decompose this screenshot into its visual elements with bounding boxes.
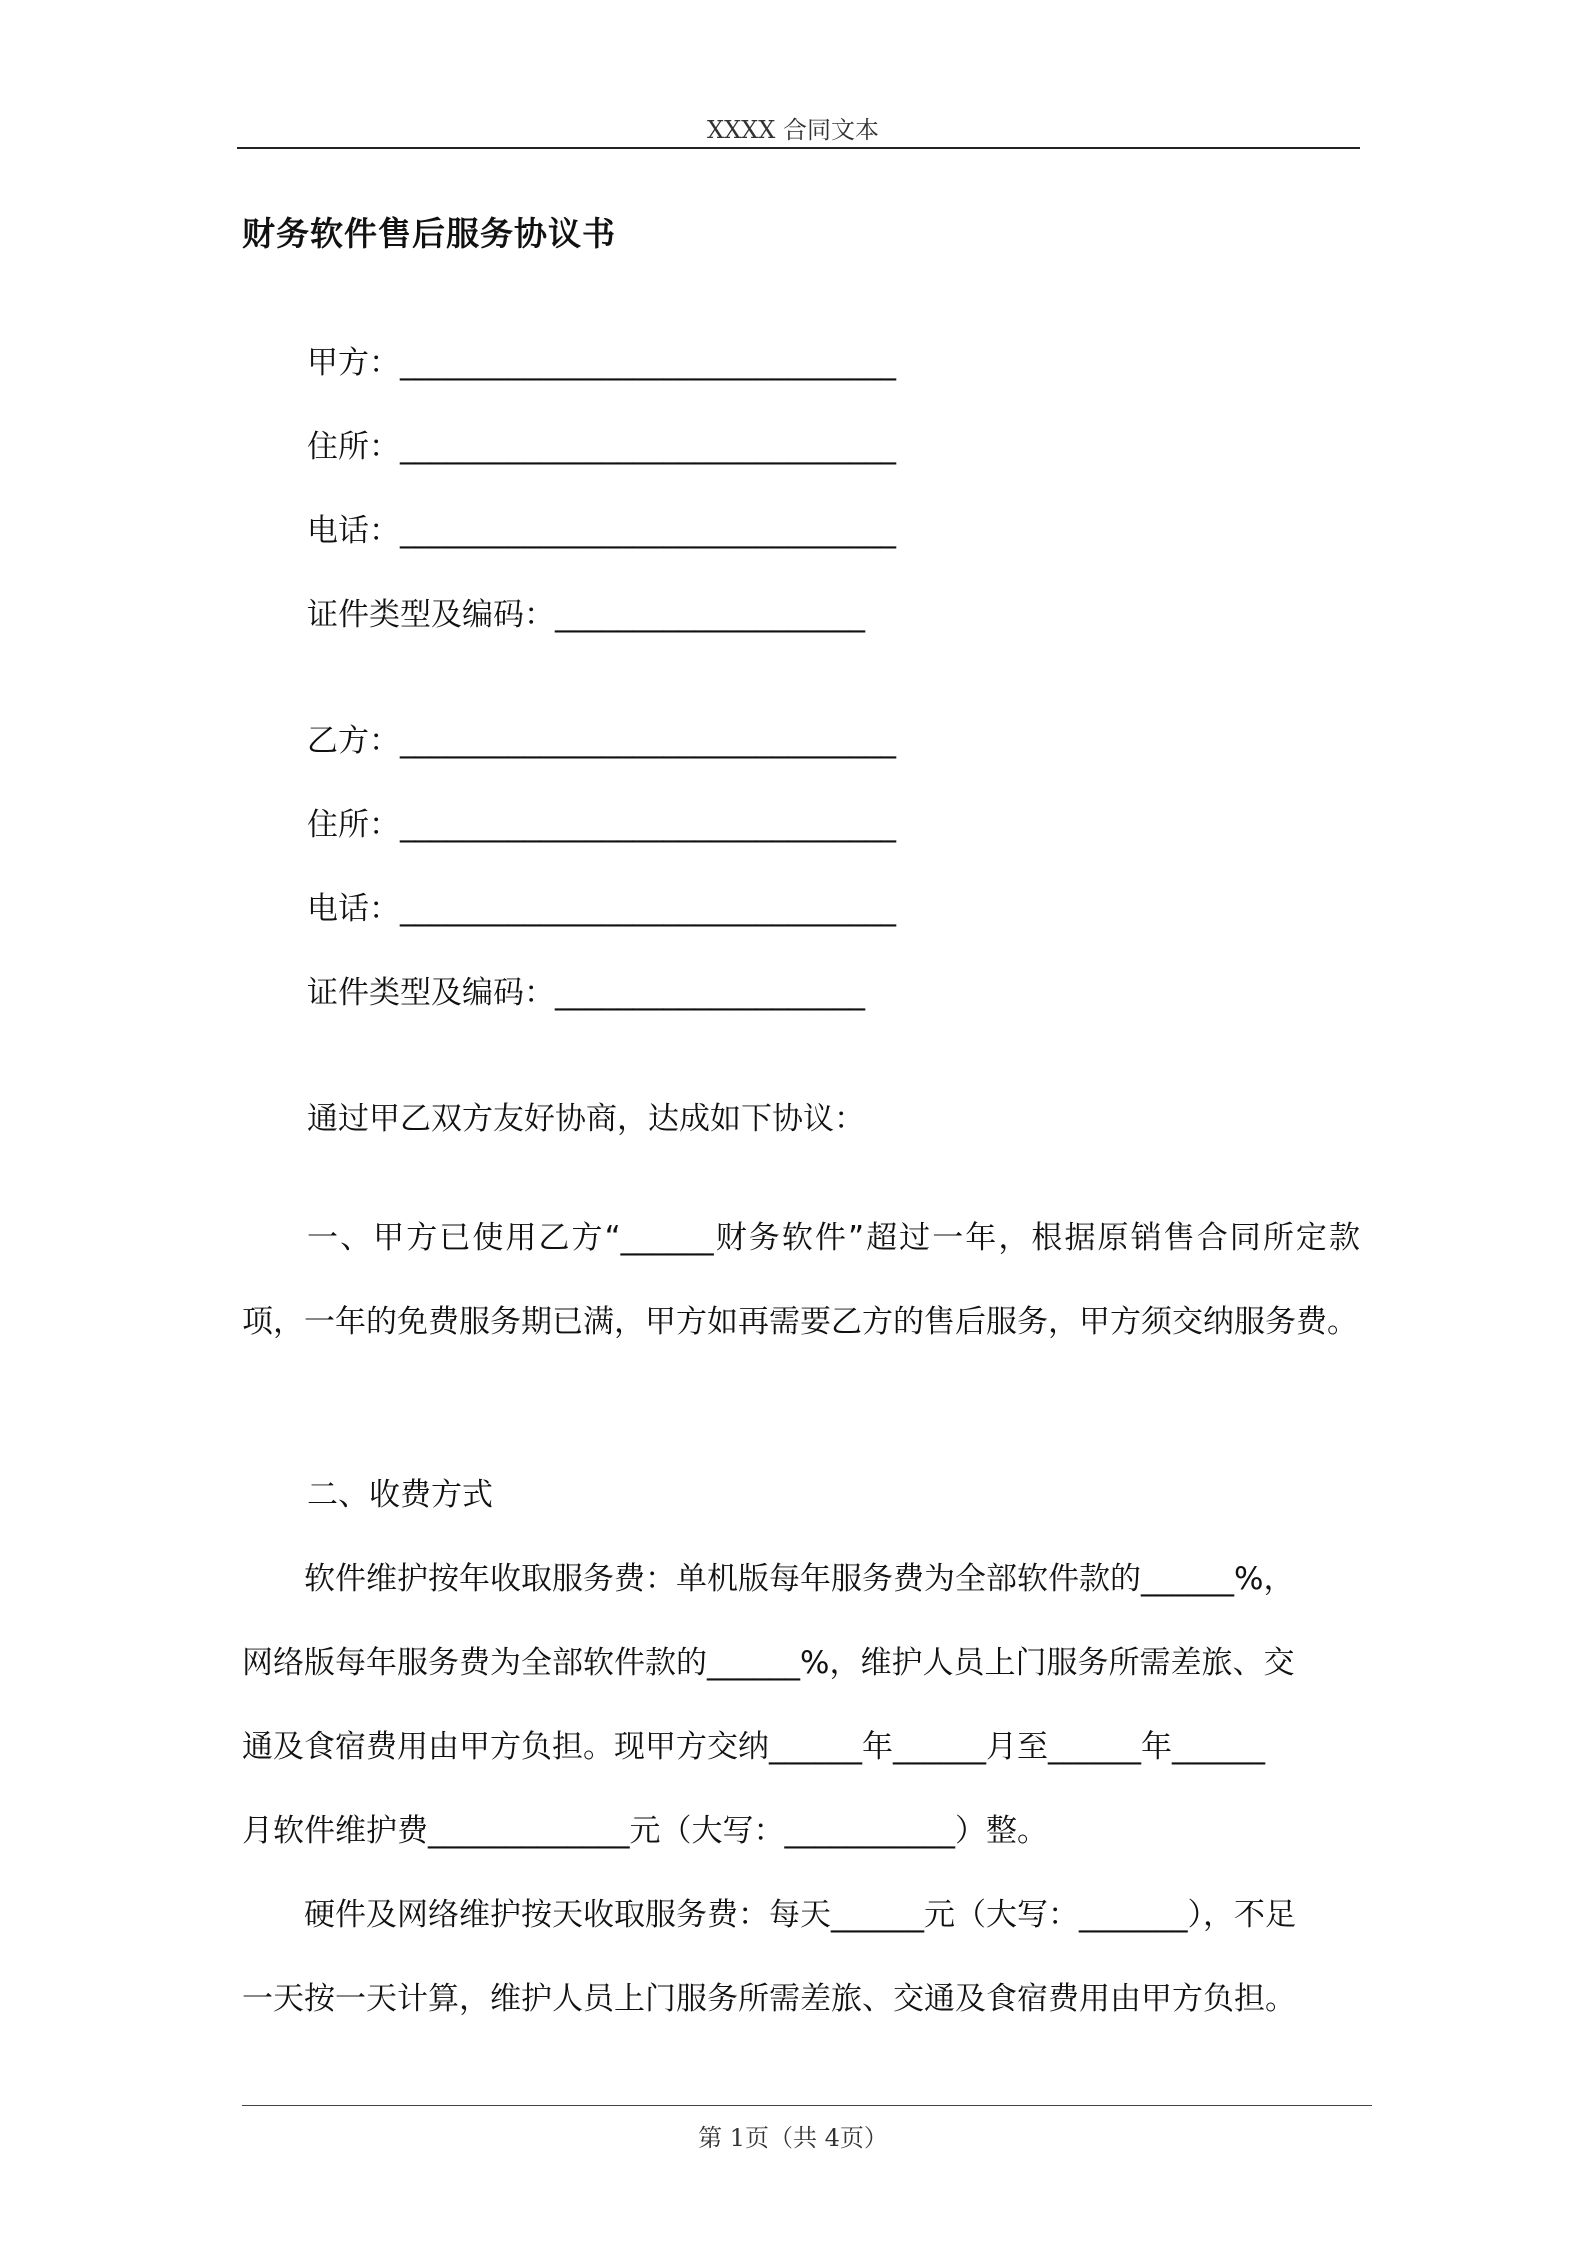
party-a-phone-field: 电话：________________________________ [307, 513, 896, 549]
clause-2-line: 通及食宿费用由甲方负担。现甲方交纳______年______月至______年______ [242, 1729, 1265, 1765]
clause-2-line: 网络版每年服务费为全部软件款的______%，维护人员上门服务所需差旅、交 [242, 1645, 1295, 1681]
clause-2-line: 月软件维护费_____________元（大写：___________）整。 [242, 1813, 1048, 1849]
agreement-intro: 通过甲乙双方友好协商，达成如下协议： [307, 1101, 865, 1137]
clause-2-line: 硬件及网络维护按天收取服务费：每天______元（大写：_______），不足 [242, 1897, 1296, 1933]
page-header: XXXX 合同文本 [707, 116, 879, 144]
document-title: 财务软件售后服务协议书 [242, 214, 616, 253]
clause-1-paragraph: 一、甲方已使用乙方“______财务软件”超过一年，根据原销售合同所定款项，一年的免费服务期已满，甲方如再需要乙方的售后服务，甲方须交纳服务费。 [242, 1220, 1360, 1340]
party-a-name-field: 甲方：________________________________ [307, 345, 896, 381]
party-b-id-field: 证件类型及编码：____________________ [307, 975, 865, 1011]
page-footer: 第 1页（共 4页） [698, 2124, 888, 2152]
clause-2-line: 软件维护按年收取服务费：单机版每年服务费为全部软件款的______%， [242, 1561, 1295, 1597]
footer-divider [242, 2105, 1372, 2106]
party-b-name-field: 乙方：________________________________ [307, 723, 896, 759]
party-a-address-field: 住所：________________________________ [307, 429, 896, 465]
party-b-address-field: 住所：________________________________ [307, 807, 896, 843]
header-divider [237, 147, 1360, 149]
clause-2-heading: 二、收费方式 [307, 1477, 493, 1513]
party-b-phone-field: 电话：________________________________ [307, 891, 896, 927]
party-a-id-field: 证件类型及编码：____________________ [307, 597, 865, 633]
clause-2-line: 一天按一天计算，维护人员上门服务所需差旅、交通及食宿费用由甲方负担。 [242, 1981, 1296, 2017]
